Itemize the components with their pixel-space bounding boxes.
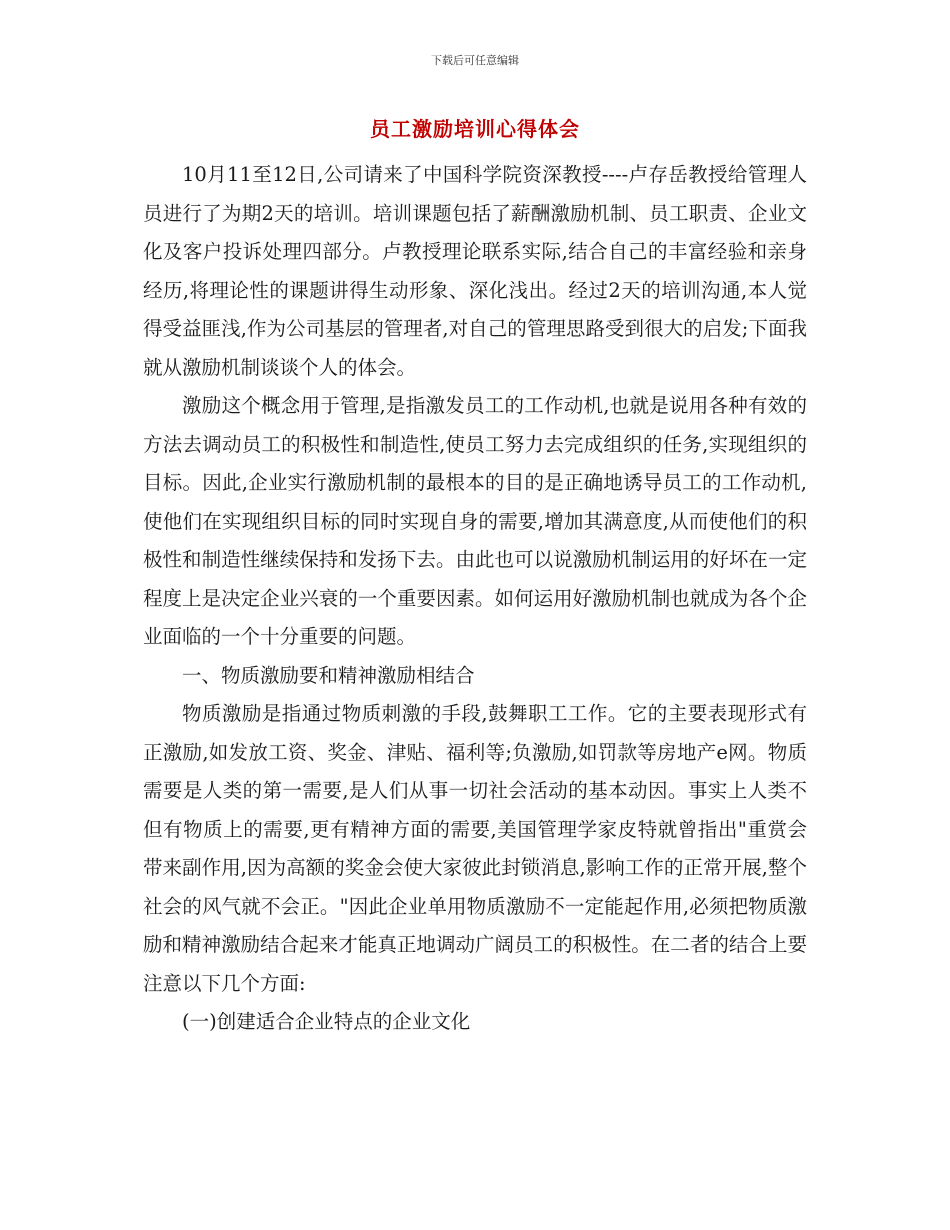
section-heading-1: 一、物质激励要和精神激励相结合 xyxy=(182,663,475,687)
paragraph-intro: 10月11至12日,公司请来了中国科学院资深教授----卢存岳教授给管理人员进行了为期2天的培训。培训课题包括了薪酬激励机制、员工职责、企业文化及客户投诉处理四部分。卢教授理论联系实际,结合自己的丰富经验和亲身经历,将理论性的课题讲得生动形象、深化浅出。经过2天的培训沟通,本人觉得受益匪浅,作为公司基层的管理者,对自己的管理思路受到很大的启发;下面我就从激励机制谈谈个人的体会。 xyxy=(143,163,807,379)
subsection-heading-1: (一)创建适合企业特点的企业文化 xyxy=(182,1010,471,1033)
paragraph-incentive-concept: 激励这个概念用于管理,是指激发员工的工作动机,也就是说用各种有效的方法去调动员工的积极性和制造性,使员工努力去完成组织的任务,实现组织的目标。因此,企业实行激励机制的最根本的目的是正确地诱导员工的工作动机,使他们在实现组织目标的同时实现自身的需要,增加其满意度,从而使他们的积极性和制造性继续保持和发扬下去。由此也可以说激励机制运用的好坏在一定程度上是决定企业兴衰的一个重要因素。如何运用好激励机制也就成为各个企业面临的一个十分重要的问题。 xyxy=(143,394,807,648)
page-header: 下载后可任意编辑 xyxy=(431,54,519,67)
document-body xyxy=(143,156,807,1042)
paragraph-material-incentive: 物质激励是指通过物质刺激的手段,鼓舞职工工作。它的主要表现形式有正激励,如发放工资、奖金、津贴、福利等;负激励,如罚款等房地产e网。物质需要是人类的第一需要,是人们从事一切社会活动的基本动因。事实上人类不但有物质上的需要,更有精神方面的需要,美国管理学家皮特就曾指出"重赏会带来副作用,因为高额的奖金会使大家彼此封锁消息,影响工作的正常开展,整个社会的风气就不会正。"因此企业单用物质激励不一定能起作用,必须把物质激励和精神激励结合起来才能真正地调动广阔员工的积极性。在二者的结合上要注意以下几个方面: xyxy=(143,702,807,995)
document-title: 员工激励培训心得体会 xyxy=(370,117,580,141)
